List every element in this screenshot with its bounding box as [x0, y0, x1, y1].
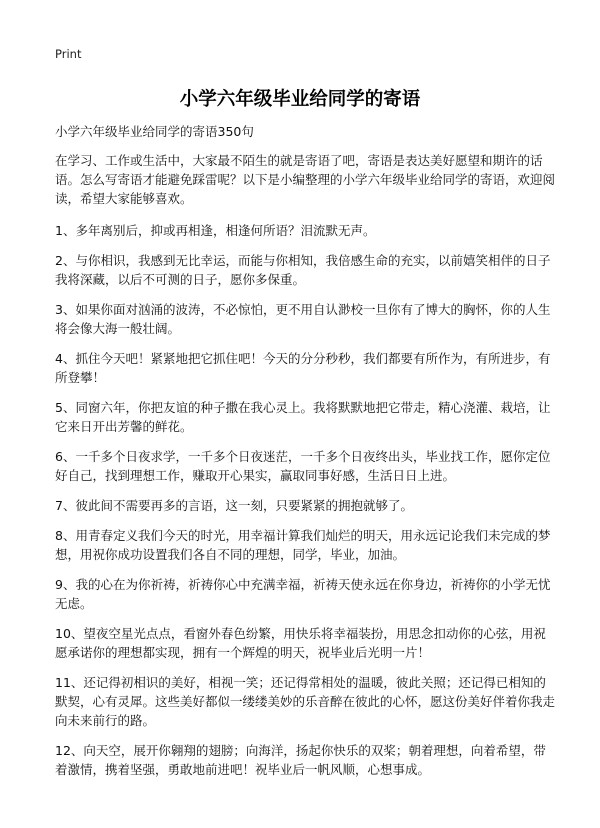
list-item: 5、同窗六年，你把友谊的种子撒在我心灵上。我将默默地把它带走，精心浇灌、栽培，让它来日开出芳馨的鲜花。 — [55, 400, 551, 434]
list-item: 3、如果你面对汹涌的波涛，不必惊怕，更不用自认渺校一旦你有了博大的胸怀，你的人生将会像大海一般壮阔。 — [55, 302, 551, 336]
list-item: 12、向天空，展开你翱翔的翅膀；向海洋，扬起你快乐的双桨；朝着理想，向着希望，带着激情，携着坚强，勇敢地前进吧！祝毕业后一帆风顺，心想事成。 — [55, 743, 546, 777]
list-item: 4、抓住今天吧！紧紧地把它抓住吧！今天的分分秒秒，我们都要有所作为，有所进步，有所登攀！ — [55, 351, 551, 385]
list-item: 1、多年离别后，抑或再相逢，相逢何所语？泪流默无声。 — [55, 223, 376, 238]
list-item: 6、一千多个日夜求学，一千多个日夜迷茫，一千多个日夜终出头，毕业找工作，愿你定位好自己，找到理想工作，赚取开心果实，赢取同事好感，生活日日上进。 — [55, 449, 551, 483]
list-item: 8、用青春定义我们今天的时光，用幸福计算我们灿烂的明天，用永远记论我们未完成的梦想，用祝你成功设置我们各自不同的理想，同学，毕业，加油。 — [55, 528, 551, 562]
list-item: 2、与你相识，我感到无比幸运，而能与你相知，我倍感生命的充实，以前嬉笑相伴的日子我将深藏，以后不可测的日子，愿你多保重。 — [55, 253, 551, 287]
page-title: 小学六年级毕业给同学的寄语 — [179, 89, 421, 110]
list-item: 10、望夜空星光点点，看窗外春色纷繁，用快乐将幸福装扮，用思念扣动你的心弦，用祝愿承诺你的理想都实现，拥有一个辉煌的明天，祝毕业后光明一片！ — [55, 626, 546, 660]
list-item: 7、彼此间不需要再多的言语，这一刻，只要紧紧的拥抱就够了。 — [55, 498, 413, 513]
print-link[interactable]: Print — [55, 47, 82, 61]
document-subtitle: 小学六年级毕业给同学的寄语350句 — [55, 124, 254, 139]
list-item: 11、还记得初相识的美好，相视一笑；还记得常相处的温暖，彼此关照；还记得已相知的默契，心有灵犀。这些美好都似一缕缕美妙的乐音醉在彼此的心怀，愿这份美好伴着你我走向未来前行的路。 — [55, 675, 556, 728]
intro-paragraph: 在学习、工作或生活中，大家最不陌生的就是寄语了吧，寄语是表达美好愿望和期许的话语。怎么写寄语才能避免踩雷呢？以下是小编整理的小学六年级毕业给同学的寄语，欢迎阅读，希望大家能够喜欢。 — [55, 153, 556, 206]
document-body — [55, 151, 555, 790]
list-item: 9、我的心在为你祈祷，祈祷你心中充满幸福，祈祷天使永远在你身边，祈祷你的小学无忧无虑。 — [55, 577, 551, 611]
